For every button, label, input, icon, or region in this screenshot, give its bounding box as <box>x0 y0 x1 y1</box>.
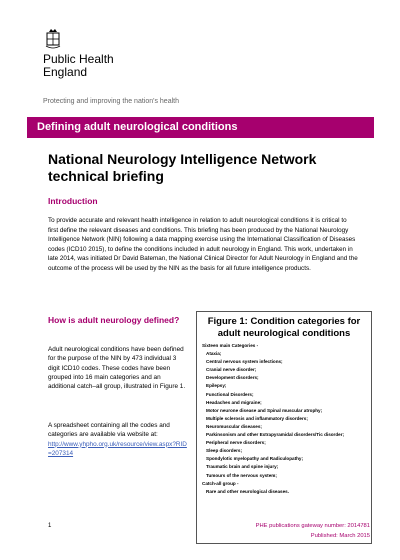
category-item: Parkinsonism and other Extrapyramidal disorders/Tic disorder; <box>206 432 345 438</box>
category-item: Cranial nerve disorder; <box>206 367 257 373</box>
brand-logo-text <box>43 53 114 79</box>
category-group-heading: Catch-all group - <box>202 480 239 486</box>
footer-info <box>256 521 370 541</box>
category-item: Development disorders; <box>206 375 259 381</box>
category-item: Ataxia; <box>206 351 222 357</box>
category-item: Spondylotic myelopathy and Radiculopathy; <box>206 456 303 462</box>
page-title: National Neurology Intelligence Network technical briefing <box>48 151 317 184</box>
page-number: 1 <box>48 523 52 529</box>
section-paragraph-1: Adult neurological conditions have been defined for the purpose of the NIN by 473 individual 3 digit ICD10 codes. These codes have been grouped into 16 main categories and an additional catch–all group, illustrated in Figure 1. <box>48 346 186 391</box>
category-item: Central nervous system infections; <box>206 359 283 365</box>
category-item: Epilepsy; <box>206 383 227 389</box>
section-paragraph-2-text: A spreadsheet containing all the codes and categories are available via website at: <box>48 422 170 439</box>
category-item: Tumours of the nervous system; <box>206 472 277 478</box>
gateway-number: PHE publications gateway number: 2014781 <box>255 523 370 529</box>
category-group-heading: Sixteen main Categories - <box>202 343 259 348</box>
category-item: Functional Disorders; <box>206 391 254 397</box>
section-heading: How is adult neurology defined? <box>48 315 180 325</box>
tagline: Protecting and improving the nation's health <box>43 98 179 105</box>
category-item: Neuromuscular diseases; <box>206 423 262 429</box>
category-item: Headaches and migraine; <box>206 399 262 405</box>
royal-crest-icon <box>44 28 62 50</box>
category-item: Peripheral nerve disorders; <box>206 440 266 446</box>
intro-paragraph: To provide accurate and relevant health intelligence in relation to adult neurological conditions it is critical to first define the relevant diseases and conditions. This briefing has been produced by the National Neurology Intelligence Network (NIN) following a data mapping exercise using the International Classification of Diseases codes (ICD10 2015), to define the conditions included in adult neurology in England. This work, undertaken in late 2014, was initiated Dr David Bateman, the National Clinical Director for Adult Neurology in England and the outcome of the process will be used by the NIN as the basis for all future intelligence products. <box>48 217 358 272</box>
category-item: Motor neurone disease and Spinal muscular atrophy; <box>206 407 323 413</box>
category-list <box>197 342 371 496</box>
category-item: Rare and other neurological diseases. <box>206 488 289 494</box>
section-paragraph-2 <box>48 421 188 458</box>
figure-box <box>196 311 372 544</box>
spreadsheet-link[interactable]: http://www.yhpho.org.uk/resource/view.aspx?RID=207314 <box>48 440 187 457</box>
published-date: Published: March 2015 <box>310 533 370 539</box>
category-item: Multiple sclerosis and inflammatory disorders; <box>206 415 308 421</box>
intro-heading: Introduction <box>48 196 98 206</box>
figure-title: Figure 1: Condition categories for adult neurological conditions <box>207 316 361 339</box>
category-item: Sleep disorders; <box>206 448 242 454</box>
category-item: Traumatic brain and spine injury; <box>206 464 279 470</box>
section-banner: Defining adult neurological conditions <box>27 117 374 138</box>
logo-line-1: Public Health <box>43 52 114 66</box>
logo-line-2: England <box>43 65 88 79</box>
